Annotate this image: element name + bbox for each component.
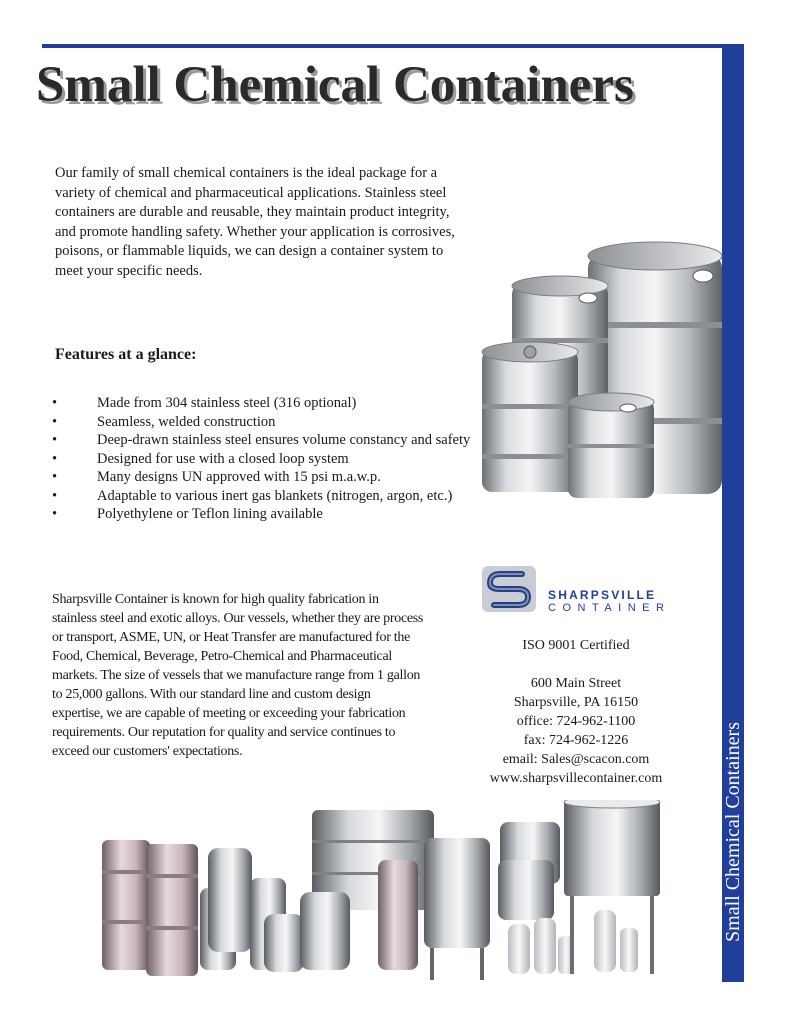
feature-item: • Many designs UN approved with 15 psi m.a.w.p. <box>52 468 492 487</box>
side-label-container <box>722 44 744 982</box>
intro-paragraph: Our family of small chemical containers is the ideal package for a variety of chemical and pharmaceutical applications. Stainless steel containers are durable and reusable, they maintain product integrity, and promote handling safety. Whether your application is corrosives, poisons, or flammable liquids, we can design a container system to meet your specific needs. <box>55 165 455 279</box>
features-list <box>52 394 492 524</box>
city-state-zip: Sharpsville, PA 16150 <box>513 695 639 710</box>
fax-number: fax: 724-962-1226 <box>523 733 629 748</box>
features-heading: Features at a glance: <box>55 346 197 363</box>
website-url: www.sharpsvillecontainer.com <box>489 771 663 786</box>
small-keg-right <box>568 393 654 498</box>
feature-item: • Made from 304 stainless steel (316 optional) <box>52 394 492 413</box>
email-address: email: Sales@scacon.com <box>502 752 650 767</box>
logo-word-container: CONTAINER <box>548 602 671 614</box>
contact-block <box>478 636 674 788</box>
kegs-photo <box>478 232 723 502</box>
logo-word-sharpsville: SHARPSVILLE <box>548 588 657 602</box>
product-lineup-photo <box>96 800 676 988</box>
small-keg-left <box>482 342 578 492</box>
about-paragraph: Sharpsville Container is known for high quality fabrication in stainless steel and exotic alloys. Our vessels, whether they are process or transport, ASME, UN, or Heat Transfer are manufactured for the Food, Chemical, Beverage, Petro-Chemical and Pharmaceutical markets. The size of vessels that we manufacture range from 1 gallon to 25,000 gallons. With our standard line and custom design expertise, we are capable of meeting or exceeding your fabrication requirements. Our reputation for quality and service continues to exceed our customers' expectations. <box>52 592 424 759</box>
page-title: Small Chemical Containers <box>36 57 634 113</box>
office-phone: office: 724-962-1100 <box>516 714 636 729</box>
feature-item: • Seamless, welded construction <box>52 413 492 432</box>
side-label: Small Chemical Containers <box>721 722 744 942</box>
logo-mark-icon <box>478 558 540 620</box>
feature-item: • Deep-drawn stainless steel ensures volume constancy and safety <box>52 431 492 450</box>
street-address: 600 Main Street <box>530 676 622 691</box>
certification: ISO 9001 Certified <box>522 638 630 653</box>
feature-item: • Adaptable to various inert gas blankets (nitrogen, argon, etc.) <box>52 487 492 506</box>
feature-item: • Designed for use with a closed loop system <box>52 450 492 469</box>
feature-item: • Polyethylene or Teflon lining available <box>52 505 492 524</box>
top-rule <box>42 44 722 48</box>
company-logo <box>478 558 690 620</box>
